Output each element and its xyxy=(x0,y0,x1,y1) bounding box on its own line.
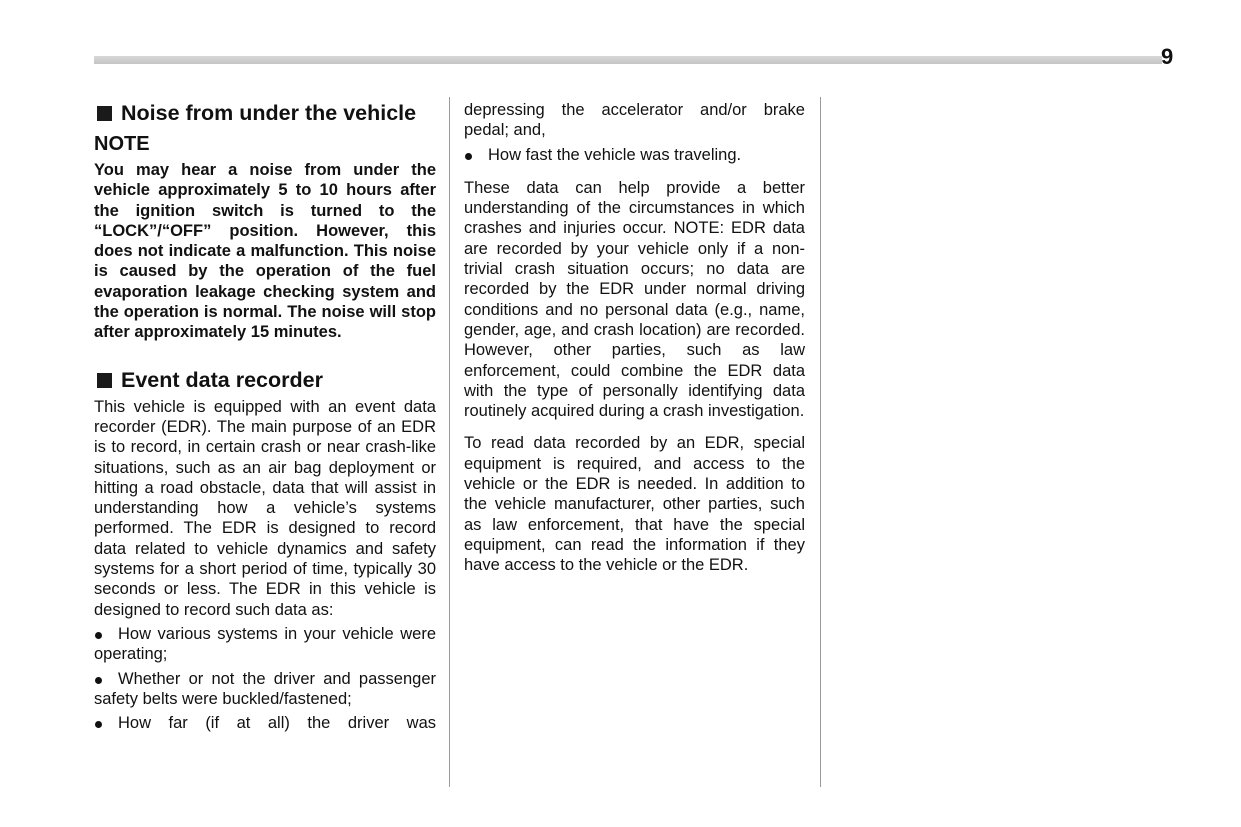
bullet-icon xyxy=(465,153,472,160)
top-rule xyxy=(94,56,1162,64)
note-text: You may hear a noise from under the vehicle approximately 5 to 10 hours after the ignition switch is turned to the “LOCK”/“OFF” position. However, this does not indicate a malfunction. This noise is caused by the operation of the fuel evaporation leakage checking system and the operation is normal. The noise will stop after approximately 15 minutes. xyxy=(94,161,436,342)
column-divider-left xyxy=(449,97,450,787)
edr-understanding-paragraph: These data can help provide a better understanding of the circumstances in which crashes and injuries occur. NOTE: EDR data are recorded by your vehicle only if a non-trivial crash situation occurs; no data are recorded by the EDR under normal driving conditions and no personal data (e.g., name, gender, age, and crash location) are recorded. However, other parties, such as law enforcement, could combine the EDR data with the type of personally identifying data routinely acquired during a crash investigation. xyxy=(464,178,805,421)
list-item: How fast the vehicle was traveling. xyxy=(464,145,805,165)
list-item: How far (if at all) the driver was xyxy=(94,713,436,733)
list-item: Whether or not the driver and passenger safety belts were buckled/fastened; xyxy=(94,669,436,708)
noise-heading-text: Noise from under the vehicle xyxy=(121,101,417,125)
edr-section-heading xyxy=(94,367,436,394)
edr-data-list-continued xyxy=(464,145,805,165)
bullet-icon xyxy=(95,721,102,728)
page-number: 9 xyxy=(1161,44,1174,69)
section-square-icon xyxy=(97,106,112,121)
noise-section-heading xyxy=(94,100,436,127)
right-column xyxy=(464,100,805,588)
edr-data-list xyxy=(94,624,436,733)
edr-intro-paragraph: This vehicle is equipped with an event data recorder (EDR). The main purpose of an EDR is to record, in certain crash or near crash-like situations, such as an air bag deployment or hitting a road obstacle, data that will assist in understanding how a vehicle’s systems performed. The EDR is designed to record data related to vehicle dynamics and safety systems for a short period of time, typically 30 seconds or less. The EDR in this vehicle is designed to record such data as: xyxy=(94,397,436,619)
edr-heading-text: Event data recorder xyxy=(121,367,323,392)
bullet-icon xyxy=(95,632,102,639)
column-divider-right xyxy=(820,97,821,787)
left-column xyxy=(94,100,436,737)
list-item-continuation: depressing the accelerator and/or brake pedal; and, xyxy=(464,101,805,140)
section-square-icon xyxy=(97,373,112,388)
bullet-icon xyxy=(95,677,102,684)
list-item: How various systems in your vehicle were operating; xyxy=(94,624,436,664)
note-title: NOTE xyxy=(94,133,150,155)
edr-reading-paragraph: To read data recorded by an EDR, special equipment is required, and access to the vehicle or the EDR is needed. In addition to the vehicle manufacturer, other parties, such as law enforcement, that have the special equipment, can read the information if they have access to the vehicle or the EDR. xyxy=(464,434,805,575)
